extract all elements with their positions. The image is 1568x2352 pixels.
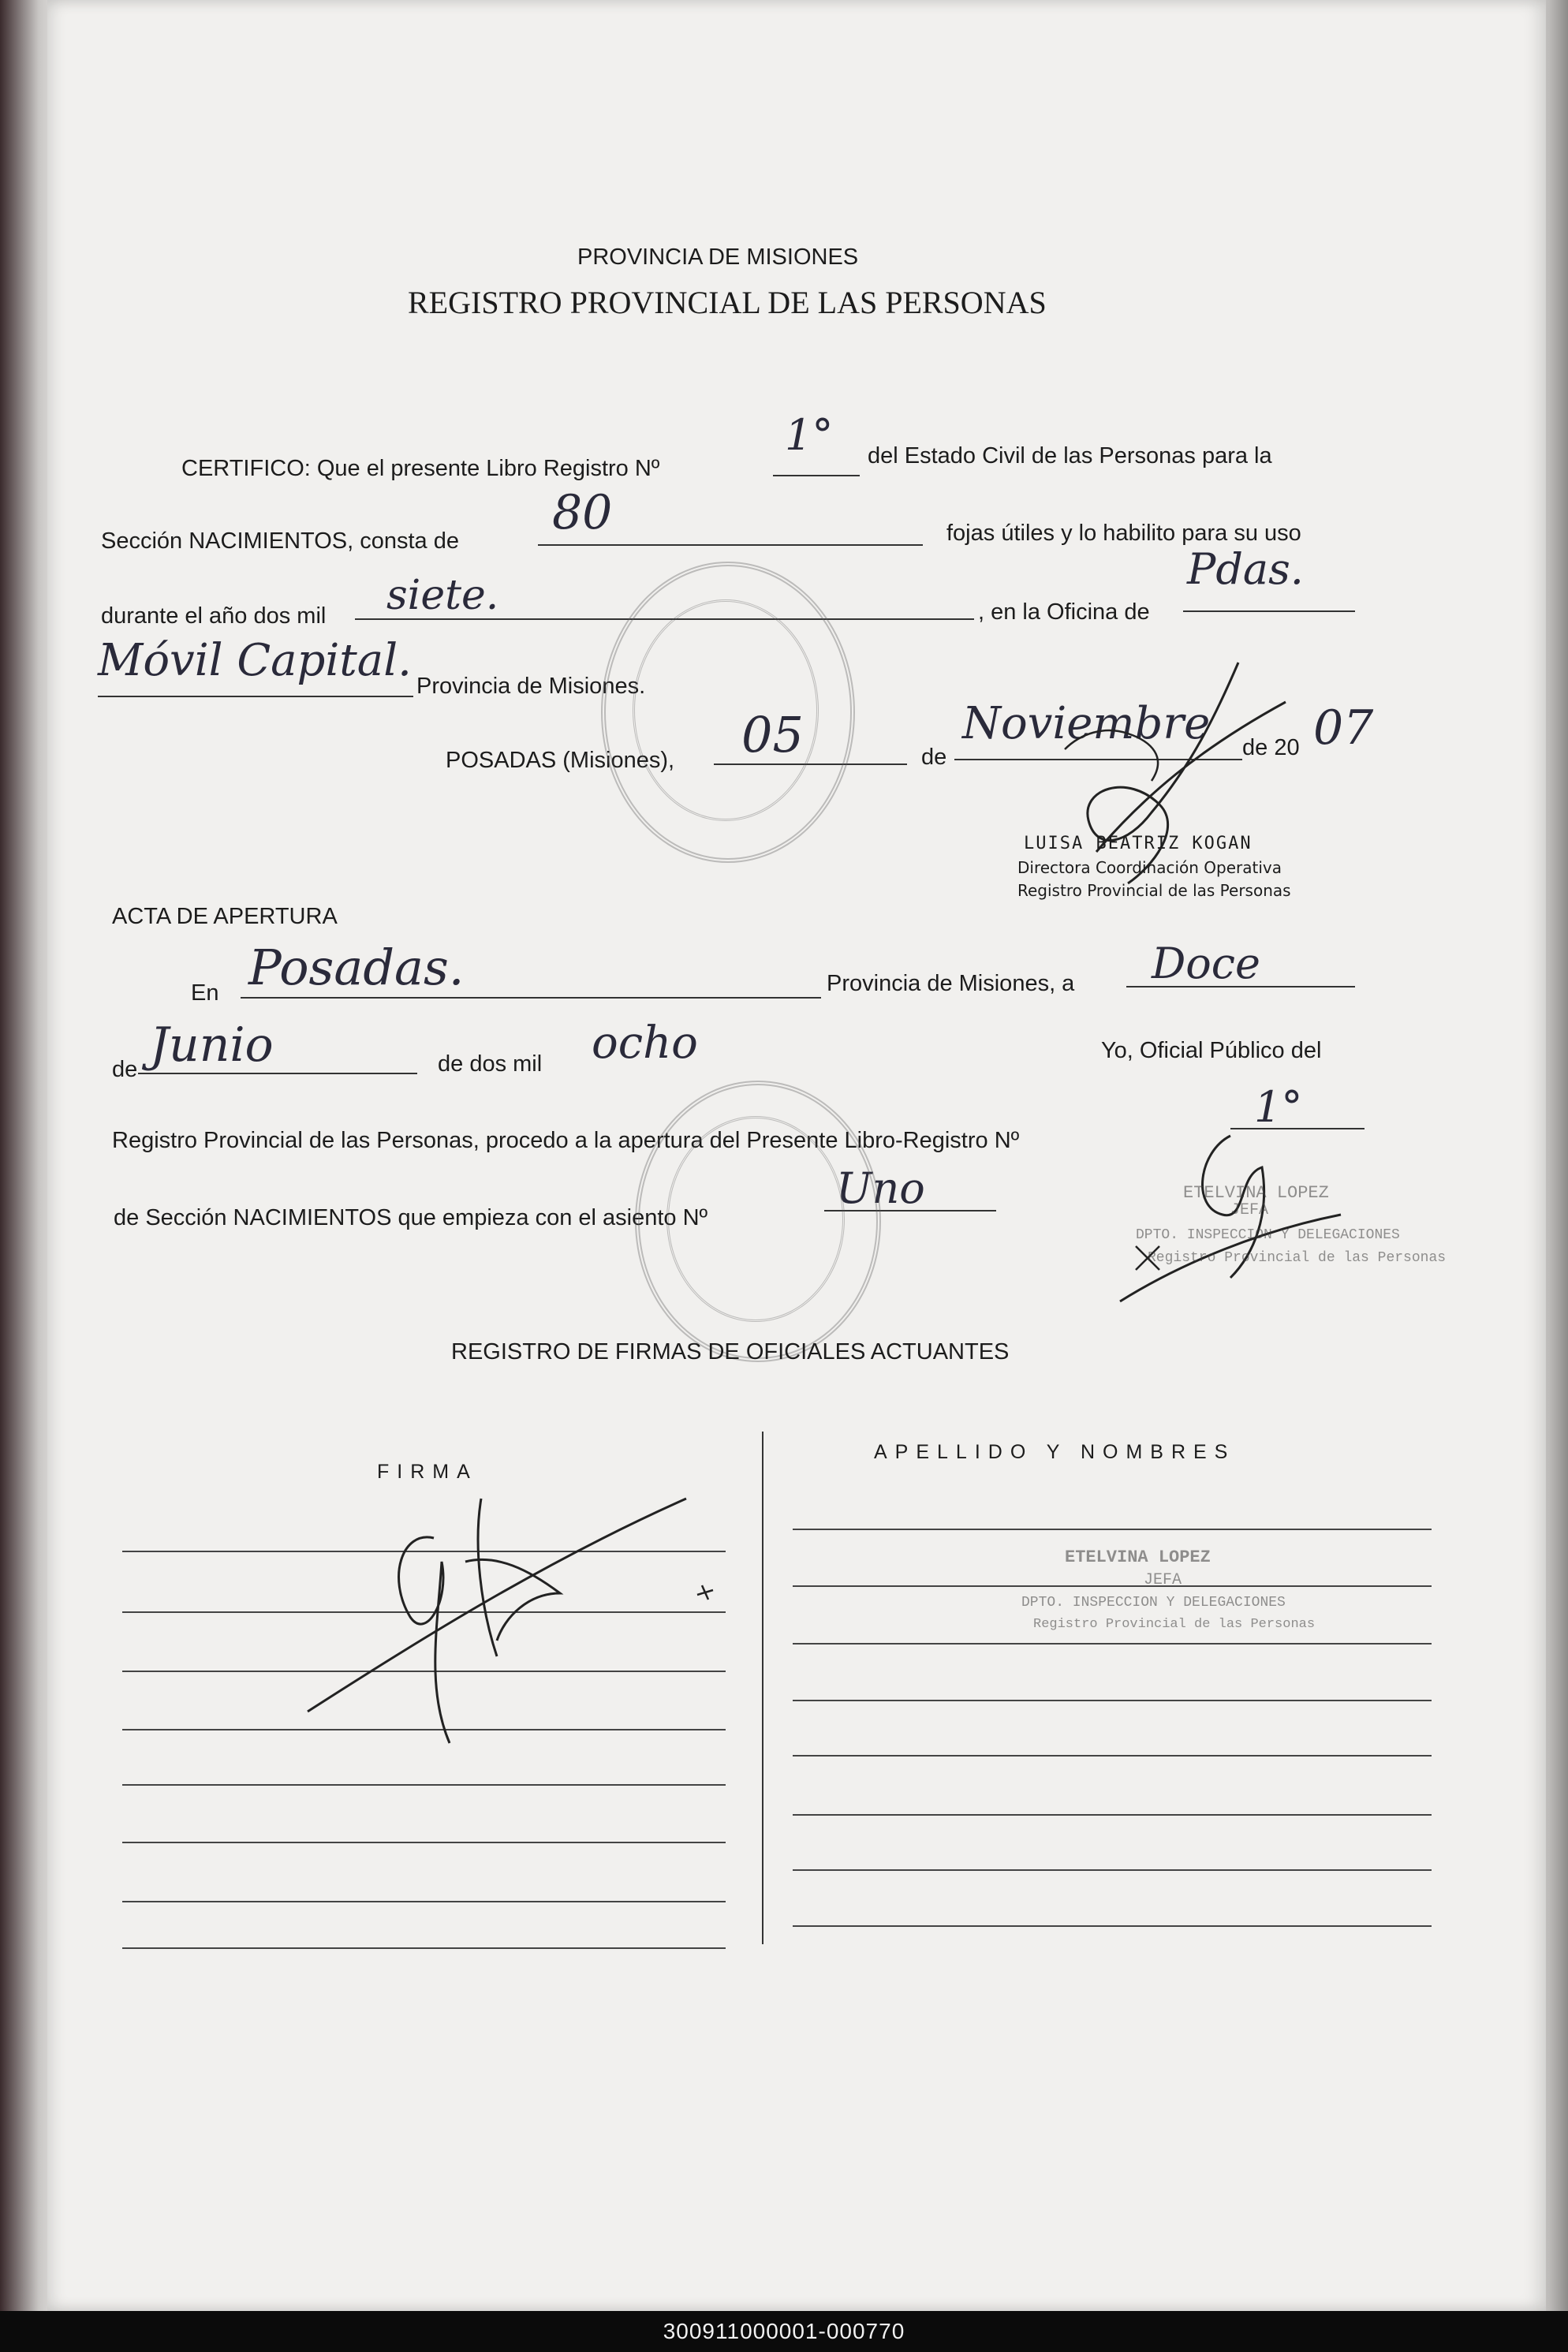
stamp2-name: ETELVINA LOPEZ	[1183, 1183, 1329, 1203]
acta-line2-c: Yo, Oficial Público del	[1101, 1038, 1322, 1063]
cert-fojas-line	[538, 544, 923, 546]
nombres-line	[793, 1585, 1432, 1587]
cert-libro-no: 1°	[785, 410, 834, 460]
cert-anio-cifra: 07	[1313, 700, 1374, 756]
cert-line2-a: Sección NACIMIENTOS, consta de	[101, 528, 459, 554]
acta-libro-no: 1°	[1254, 1082, 1303, 1132]
document-id-footer: 300911000001-000770	[0, 2311, 1568, 2352]
firmas-heading: REGISTRO DE FIRMAS DE OFICIALES ACTUANTES	[451, 1339, 1010, 1365]
cert-line4: Provincia de Misiones.	[416, 674, 646, 699]
col-nombres-header: APELLIDO Y NOMBRES	[874, 1441, 1236, 1463]
stamp2-title: JEFA	[1230, 1201, 1269, 1219]
official-seal-1-inner	[633, 599, 819, 821]
stamp2-dept: DPTO. INSPECCION Y DELEGACIONES	[1136, 1227, 1400, 1243]
cert-line2-b: fojas útiles y lo habilito para su uso	[946, 521, 1301, 546]
signature-3-image	[292, 1483, 734, 1767]
nombres-line	[793, 1529, 1432, 1530]
header-province: PROVINCIA DE MISIONES	[577, 245, 859, 270]
cert-oficina2-line	[98, 696, 413, 697]
nombres-line	[793, 1869, 1432, 1871]
acta-heading: ACTA DE APERTURA	[112, 904, 338, 929]
firma-line	[122, 1842, 726, 1843]
acta-line2-a: de	[112, 1057, 138, 1082]
cert-line1-b: del Estado Civil de las Personas para la	[868, 443, 1272, 469]
stamp3-title: JEFA	[1144, 1571, 1182, 1589]
acta-lugar: Posadas.	[248, 939, 465, 996]
cert-anio: siete.	[386, 572, 499, 619]
stamp3-name: ETELVINA LOPEZ	[1065, 1547, 1211, 1567]
cert-fojas: 80	[552, 485, 613, 540]
nombres-line	[793, 1925, 1432, 1927]
nombres-line	[793, 1755, 1432, 1757]
acta-line3-a: Registro Provincial de las Personas, procedo a la apertura del Presente Libro-Registro Nº	[112, 1128, 1020, 1153]
signature-1-image	[1033, 655, 1294, 891]
column-divider	[762, 1432, 763, 1944]
firma-line	[122, 1947, 726, 1949]
cert-oficina: Pdas.	[1187, 544, 1304, 594]
nombres-line	[793, 1643, 1432, 1645]
cert-mes: Noviembre	[962, 698, 1211, 749]
acta-line2-b: de dos mil	[438, 1051, 543, 1077]
cert-dia: 05	[741, 706, 804, 763]
signer1-office: Registro Provincial de las Personas	[1017, 881, 1291, 900]
stamp3-office: Registro Provincial de las Personas	[1033, 1617, 1316, 1632]
firma-line	[122, 1901, 726, 1902]
cert-oficina-line	[1183, 610, 1355, 612]
cert-line5-b: de	[921, 745, 947, 770]
nombres-line	[793, 1814, 1432, 1816]
official-seal-2-inner	[666, 1116, 845, 1322]
acta-mes: Junio	[150, 1017, 274, 1073]
stamp2-office: Registro Provincial de las Personas	[1148, 1250, 1447, 1266]
signer1-title: Directora Coordinación Operativa	[1017, 858, 1282, 877]
acta-mes-line	[138, 1073, 417, 1074]
cert-line5-c: de 20	[1242, 735, 1300, 760]
cert-oficina2: Móvil Capital.	[98, 635, 412, 686]
acta-line1-b: Provincia de Misiones, a	[827, 971, 1075, 996]
signature-2-image	[1073, 1120, 1357, 1325]
acta-lugar-line	[241, 997, 821, 999]
cert-libro-line	[773, 475, 860, 476]
cert-line5-a: POSADAS (Misiones),	[446, 748, 675, 773]
acta-dia: Doce	[1152, 939, 1261, 988]
signer1-name: LUISA BEATRIZ KOGAN	[1024, 834, 1253, 853]
cert-line1-a: CERTIFICO: Que el presente Libro Registro Nº	[181, 456, 660, 481]
cert-line3-a: durante el año dos mil	[101, 603, 327, 629]
acta-asiento: Uno	[836, 1163, 925, 1213]
stamp3-dept: DPTO. INSPECCION Y DELEGACIONES	[1021, 1595, 1286, 1611]
header-registry: REGISTRO PROVINCIAL DE LAS PERSONAS	[408, 285, 1047, 320]
cert-line3-b: , en la Oficina de	[978, 599, 1150, 625]
document-page	[47, 0, 1546, 2311]
acta-line1-a: En	[191, 980, 219, 1006]
nombres-line	[793, 1700, 1432, 1701]
col-firma-header: FIRMA	[377, 1461, 478, 1483]
acta-anio: ocho	[592, 1017, 698, 1069]
firma-line	[122, 1784, 726, 1786]
acta-line4-a: de Sección NACIMIENTOS que empieza con el asiento Nº	[114, 1205, 708, 1230]
